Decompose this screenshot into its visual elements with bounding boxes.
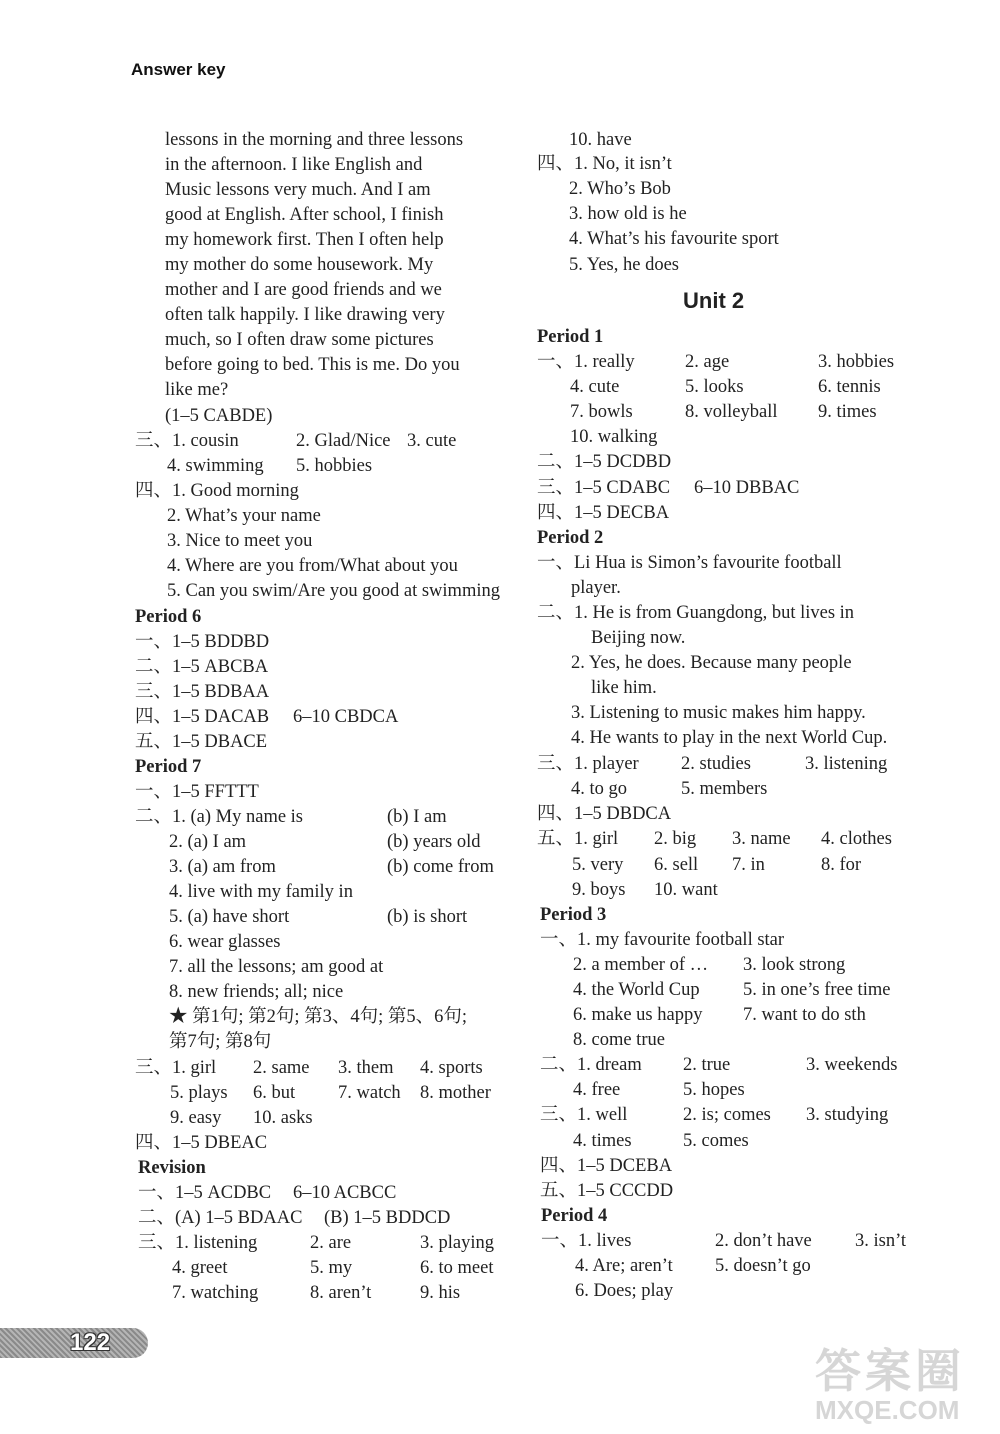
answer-line: 三、1. girl: [135, 1058, 217, 1078]
section-heading: Period 1: [537, 327, 604, 347]
answer-line: 五、1. girl: [537, 829, 619, 849]
answer-line: 2. Who’s Bob: [569, 179, 671, 199]
watermark-en: MXQE.COM: [815, 1395, 960, 1425]
answer-line: 5. Yes, he does: [569, 255, 679, 275]
answer-line: 五、1–5 CCCDD: [540, 1181, 674, 1201]
answer-line: 三、1. well: [540, 1105, 628, 1125]
answer-line: 4. He wants to play in the next World Cup.: [571, 728, 888, 748]
answer-line: 2. Glad/Nice: [296, 431, 391, 451]
answer-line: 3. weekends: [806, 1055, 898, 1075]
answer-line: 3. (a) am from: [169, 857, 276, 877]
answer-line: 6. Does; play: [575, 1281, 674, 1301]
answer-line: (b) years old: [387, 832, 481, 852]
answer-line: 5. in one’s free time: [743, 980, 891, 1000]
answer-line: (b) come from: [387, 857, 494, 877]
answer-line: much, so I often draw some pictures: [165, 330, 434, 350]
answer-line: 4. swimming: [167, 456, 264, 476]
answer-line: my mother do some housework. My: [165, 255, 434, 275]
answer-line: 四、1–5 DCEBA: [540, 1156, 673, 1176]
answer-line: 10. want: [654, 880, 718, 900]
answer-line: 4. Are; aren’t: [575, 1256, 673, 1276]
answer-line: 2. a member of …: [573, 955, 709, 975]
answer-line: 5. looks: [685, 377, 744, 397]
answer-line: 5. hobbies: [296, 456, 373, 476]
answer-line: 3. them: [338, 1058, 394, 1078]
section-heading: Period 2: [537, 528, 604, 548]
page-number: 122: [70, 1329, 111, 1356]
page-header: Answer key: [131, 60, 226, 79]
answer-line: 三、1. player: [537, 754, 639, 774]
answer-line: 2. don’t have: [715, 1231, 812, 1251]
answer-line: 8. mother: [420, 1083, 491, 1103]
answer-line: 五、1–5 DBACE: [135, 732, 268, 752]
answer-line: 8. volleyball: [685, 402, 778, 422]
answer-line: 4. clothes: [821, 829, 892, 849]
answer-line: 6–10 DBBAC: [694, 478, 800, 498]
answer-line: 6. wear glasses: [169, 932, 281, 952]
answer-line: 5. my: [310, 1258, 353, 1278]
answer-line: like me?: [165, 380, 229, 400]
answer-line: 四、1–5 DECBA: [537, 503, 670, 523]
answer-line: 6–10 CBDCA: [293, 707, 399, 727]
answer-line: 5. doesn’t go: [715, 1256, 811, 1276]
answer-line: 7. all the lessons; am good at: [169, 957, 384, 977]
answer-line: 一、1–5 BDDBD: [135, 632, 270, 652]
answer-line: Beijing now.: [591, 628, 686, 648]
answer-line: 5. very: [572, 855, 624, 875]
answer-line: 3. listening: [805, 754, 888, 774]
answer-line: 7. watch: [338, 1083, 401, 1103]
answer-line: 7. want to do sth: [743, 1005, 866, 1025]
answer-line: 8. come true: [573, 1030, 665, 1050]
answer-line: 3. name: [732, 829, 791, 849]
answer-line: 2. true: [683, 1055, 731, 1075]
answer-line: 一、Li Hua is Simon’s favourite football: [537, 553, 842, 573]
answer-line: 二、1–5 DCDBD: [537, 452, 672, 472]
answer-line: 5. comes: [683, 1131, 749, 1151]
answer-line: 6. tennis: [818, 377, 881, 397]
answer-line: 二、1. dream: [540, 1055, 642, 1075]
answer-line: like him.: [591, 678, 657, 698]
answer-line: lessons in the morning and three lessons: [165, 130, 464, 150]
answer-line: 6. but: [253, 1083, 296, 1103]
answer-line: 3. Listening to music makes him happy.: [571, 703, 866, 723]
answer-line: 9. boys: [572, 880, 626, 900]
answer-line: 2. age: [685, 352, 730, 372]
answer-line: 7. bowls: [570, 402, 633, 422]
answer-line: (b) is short: [387, 907, 468, 927]
answer-line: 5. hopes: [683, 1080, 745, 1100]
answer-line: 一、1. lives: [541, 1231, 632, 1251]
answer-line: 四、1–5 DBDCA: [537, 804, 672, 824]
section-heading: Revision: [138, 1158, 206, 1178]
answer-line: 2. is; comes: [683, 1105, 771, 1125]
answer-line: (b) I am: [387, 807, 447, 827]
answer-line: 3. how old is he: [569, 204, 687, 224]
answer-line: often talk happily. I like drawing very: [165, 305, 445, 325]
answer-line: 4. cute: [570, 377, 620, 397]
answer-line: 三、1–5 CDABC: [537, 478, 671, 498]
answer-line: 四、1–5 DBEAC: [135, 1133, 268, 1153]
answer-line: 4. times: [573, 1131, 632, 1151]
answer-line: 10. asks: [253, 1108, 313, 1128]
answer-line: 2. are: [310, 1233, 352, 1253]
answer-line: 3. studying: [806, 1105, 889, 1125]
answer-line: 4. free: [573, 1080, 621, 1100]
answer-line: (1–5 CABDE): [165, 406, 273, 426]
answer-line: 2. same: [253, 1058, 310, 1078]
answer-line: 7. in: [732, 855, 765, 875]
answer-line: 3. playing: [420, 1233, 494, 1253]
answer-line: 6. make us happy: [573, 1005, 703, 1025]
answer-line: mother and I are good friends and we: [165, 280, 442, 300]
answer-line: Music lessons very much. And I am: [165, 180, 431, 200]
answer-line: 6. sell: [654, 855, 699, 875]
answer-line: my homework first. Then I often help: [165, 230, 444, 250]
answer-line: 8. new friends; all; nice: [169, 982, 344, 1002]
answer-line: 2. Yes, he does. Because many people: [571, 653, 852, 673]
answer-line: in the afternoon. I like English and: [165, 155, 423, 175]
answer-line: ★ 第1句; 第2句; 第3、4句; 第5、6句;: [169, 1007, 468, 1027]
answer-line: 二、1. He is from Guangdong, but lives in: [537, 603, 855, 623]
section-heading: Period 3: [540, 905, 607, 925]
answer-line: 4. greet: [172, 1258, 228, 1278]
answer-line: 9. his: [420, 1283, 461, 1303]
section-heading: Period 6: [135, 607, 202, 627]
answer-line: 一、1–5 FFTTT: [135, 782, 259, 802]
answer-line: 6. to meet: [420, 1258, 494, 1278]
answer-line: 二、(A) 1–5 BDAAC: [138, 1208, 303, 1228]
answer-line: 8. for: [821, 855, 862, 875]
answer-line: 二、1–5 ABCBA: [135, 657, 269, 677]
answer-line: 三、1. listening: [138, 1233, 258, 1253]
answer-line: 3. isn’t: [855, 1231, 907, 1251]
answer-line: 3. Nice to meet you: [167, 531, 313, 551]
answer-line: 9. times: [818, 402, 877, 422]
answer-line: 一、1–5 ACDBC: [138, 1183, 272, 1203]
answer-line: 一、1. really: [537, 352, 635, 372]
answer-line: (B) 1–5 BDDCD: [324, 1208, 451, 1228]
unit-heading: Unit 2: [683, 288, 745, 313]
answer-line: 4. live with my family in: [169, 882, 353, 902]
answer-line: 4. Where are you from/What about you: [167, 556, 458, 576]
answer-line: 9. easy: [170, 1108, 222, 1128]
answer-line: 三、1–5 BDBAA: [135, 682, 270, 702]
answer-line: 2. big: [654, 829, 697, 849]
answer-line: 5. plays: [170, 1083, 228, 1103]
answer-line: 6–10 ACBCC: [293, 1183, 397, 1203]
answer-line: 3. cute: [407, 431, 457, 451]
answer-line: 四、1. No, it isn’t: [537, 154, 672, 174]
answer-line: 10. have: [569, 130, 632, 150]
answer-line: 三、1. cousin: [135, 431, 239, 451]
answer-line: 2. What’s your name: [167, 506, 321, 526]
answer-line: 2. studies: [681, 754, 751, 774]
answer-line: 5. Can you swim/Are you good at swimming: [167, 581, 500, 601]
answer-line: 4. What’s his favourite sport: [569, 229, 779, 249]
answer-line: 7. watching: [172, 1283, 259, 1303]
answer-line: 5. (a) have short: [169, 907, 290, 927]
answer-line: 4. to go: [571, 779, 628, 799]
answer-line: 8. aren’t: [310, 1283, 372, 1303]
answer-line: 3. hobbies: [818, 352, 895, 372]
answer-line: player.: [571, 578, 621, 598]
answer-line: 第7句; 第8句: [169, 1032, 272, 1052]
answer-line: 5. members: [681, 779, 768, 799]
answer-line: 4. sports: [420, 1058, 483, 1078]
section-heading: Period 4: [541, 1206, 608, 1226]
answer-line: 4. the World Cup: [573, 980, 700, 1000]
answer-line: 四、1. Good morning: [135, 481, 299, 501]
answer-line: 3. look strong: [743, 955, 846, 975]
answer-line: before going to bed. This is me. Do you: [165, 355, 460, 375]
watermark-cn: 答案圈: [815, 1345, 965, 1397]
answer-line: 二、1. (a) My name is: [135, 807, 304, 827]
answer-line: 一、1. my favourite football star: [540, 930, 785, 950]
answer-line: 10. walking: [570, 427, 658, 447]
answer-line: good at English. After school, I finish: [165, 205, 444, 225]
answer-line: 四、1–5 DACAB: [135, 707, 270, 727]
section-heading: Period 7: [135, 757, 202, 777]
answer-line: 2. (a) I am: [169, 832, 247, 852]
watermark: [815, 1346, 965, 1424]
